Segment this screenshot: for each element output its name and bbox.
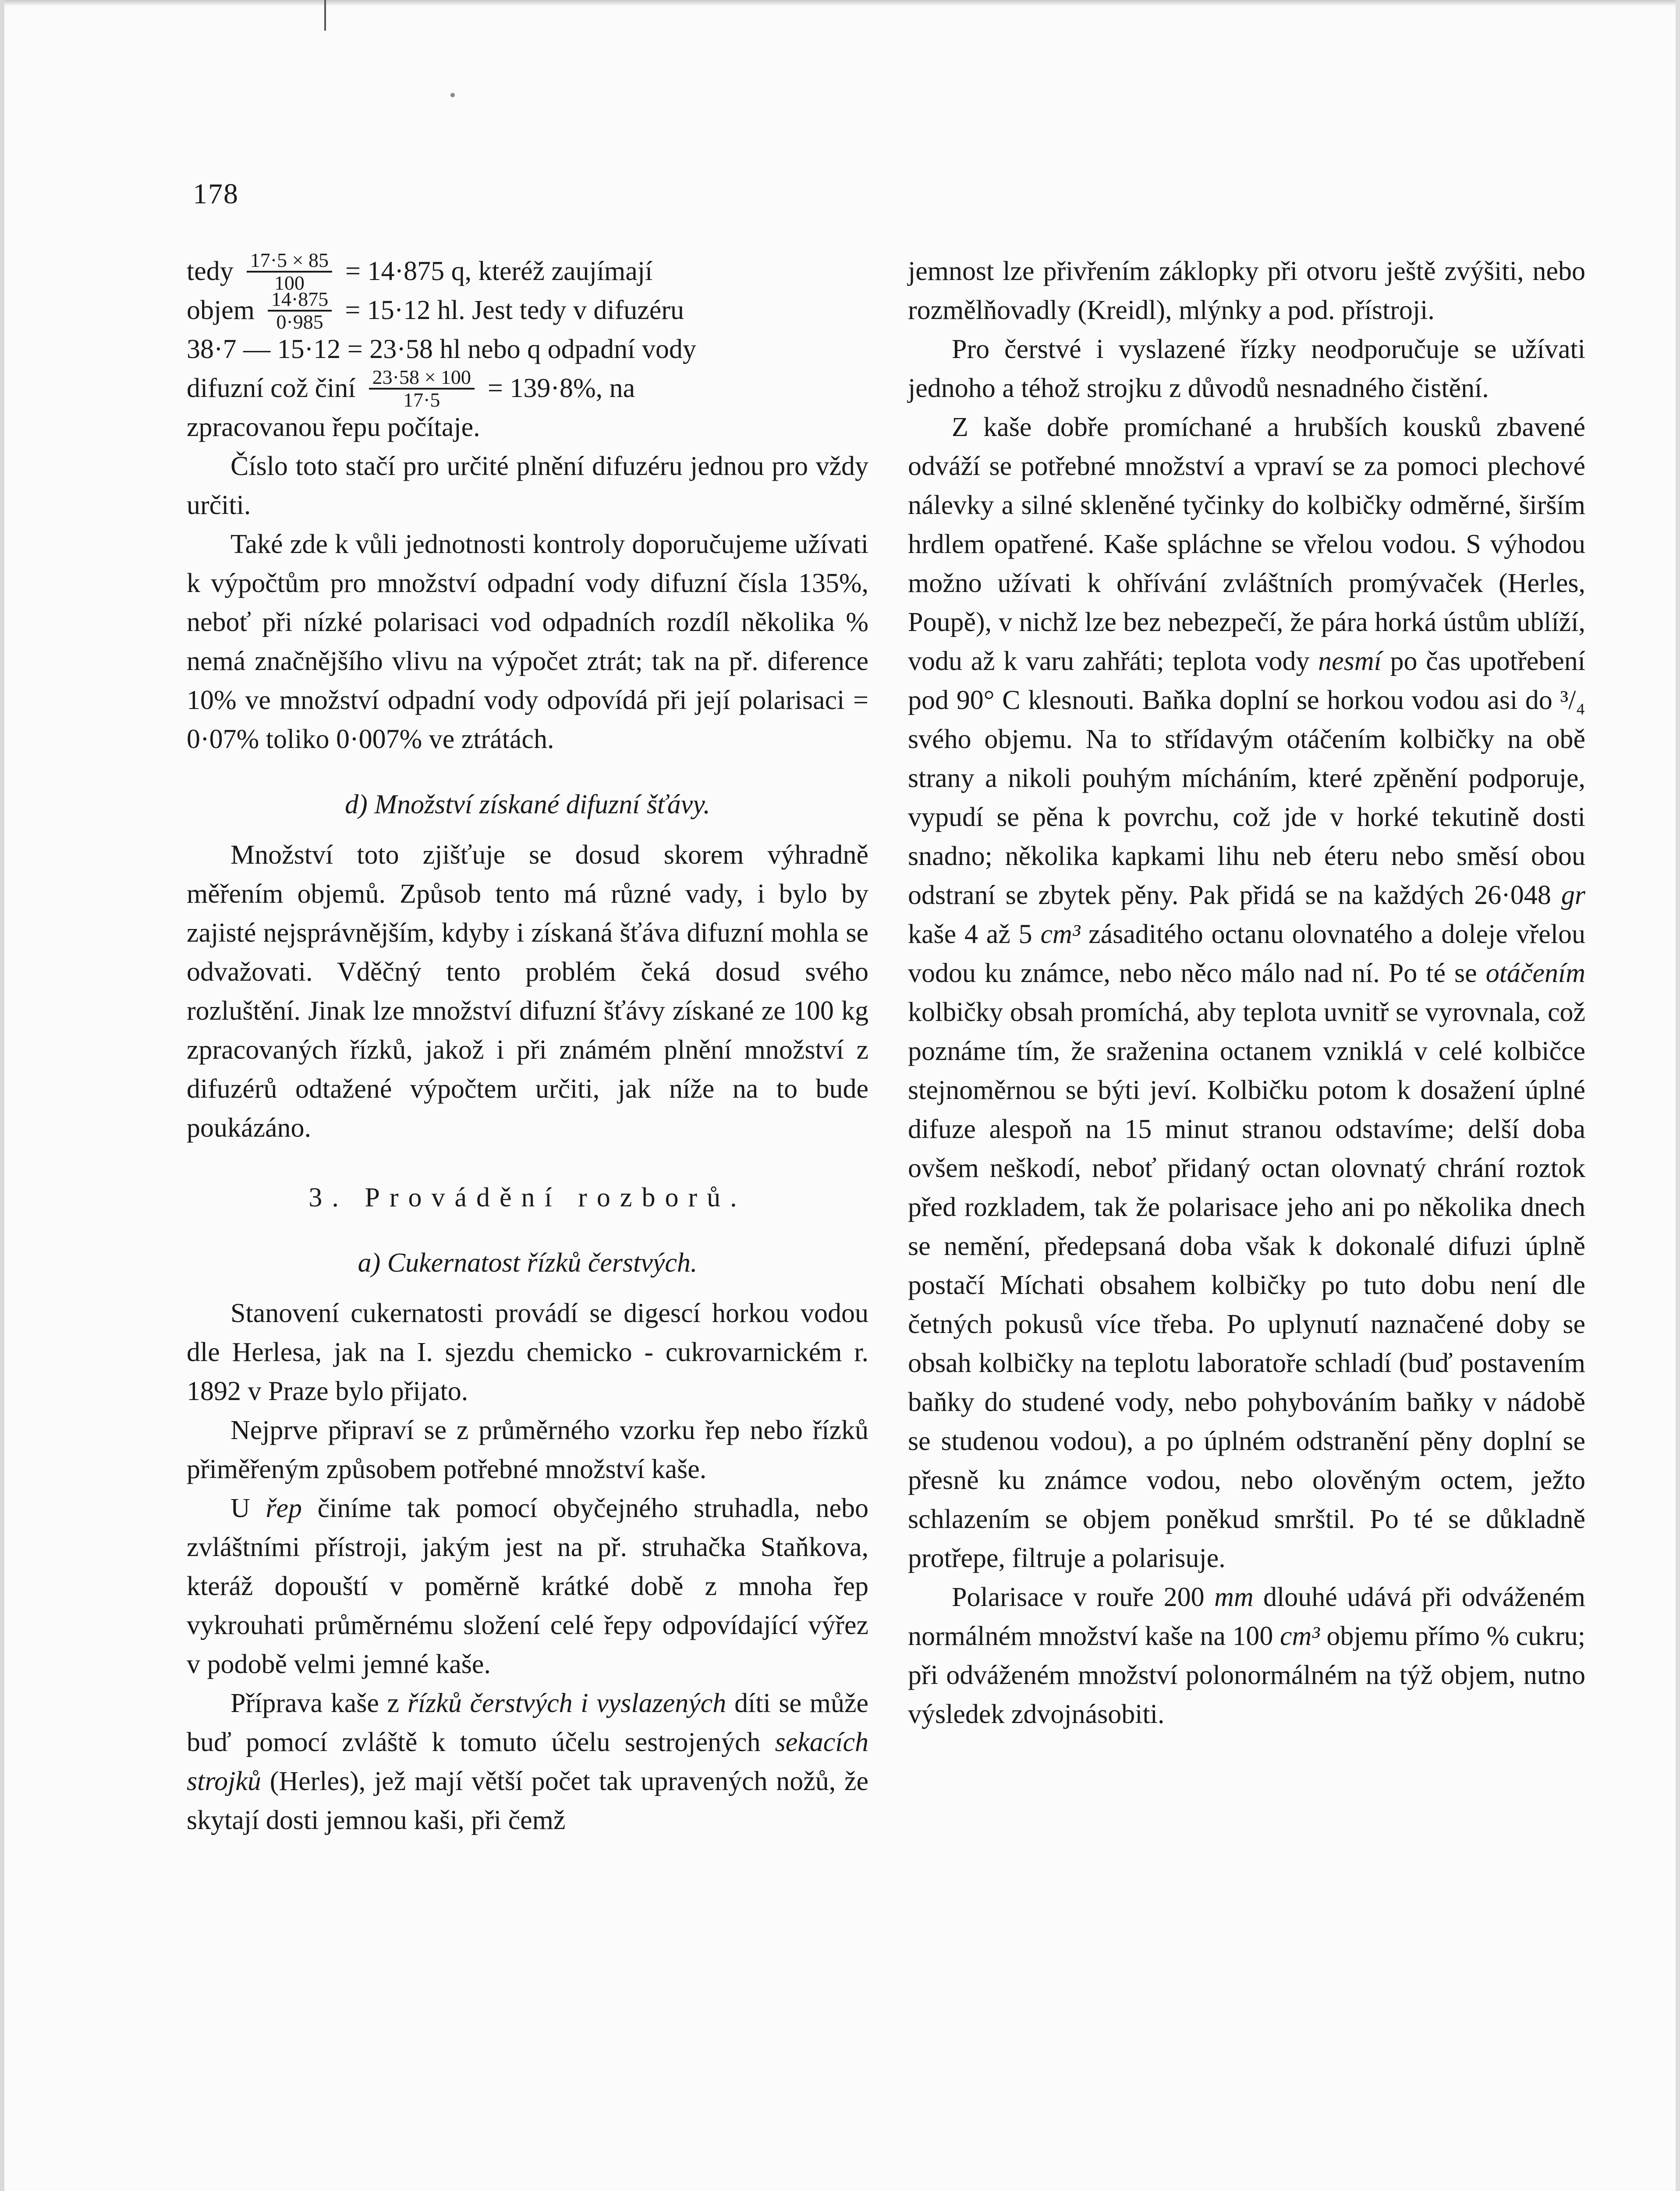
italic-term: cm³ [1040, 919, 1081, 949]
fraction [369, 367, 475, 411]
fraction-numerator: 23·58 × 100 [369, 367, 475, 390]
paragraph: Pro čerstvé i vyslazené řízky neodporučuje se užívati jednoho a téhož strojku z důvodů nesnadného čistění. [908, 334, 1585, 403]
left-column [187, 248, 869, 1840]
text-run: objemu přímo % cukru; při odváženém množství polonormálném na týž objem, nutno výsledek zdvojnásobiti. [908, 1621, 1586, 1729]
formula-lead: objem [187, 295, 255, 325]
fraction-numerator: 14·875 [268, 289, 332, 312]
formula-line [187, 287, 868, 333]
fraction-denominator: 17·5 [403, 388, 440, 411]
paragraph [187, 1684, 868, 1840]
paragraph [908, 1578, 1585, 1734]
section-heading: d) Množství získané difuzní šťávy. [345, 790, 710, 819]
text-run: dlouhé udává při odváženém normálném množství kaše na 100 [908, 1582, 1586, 1651]
text-run: díti se může buď pomocí zvláště k tomuto účelu sestrojených [187, 1688, 869, 1757]
fraction [268, 289, 332, 333]
formula-result: = 139·8%, na [487, 373, 635, 403]
italic-term: nesmí [1318, 646, 1382, 676]
text-run: Příprava kaše z [230, 1688, 400, 1718]
italic-term: mm [1214, 1582, 1254, 1612]
scan-edge-right [1676, 0, 1680, 2191]
paragraph: jemnost lze přivřením záklopky při otvoru ještě zvýšiti, nebo rozmělňovadly (Kreidl), mlýnky a pod. přístroji. [908, 256, 1585, 325]
scan-edge-top [0, 0, 1680, 6]
fraction-numerator: 17·5 × 85 [247, 250, 332, 273]
italic-term: řízků čerstvých i vyslazených [407, 1688, 727, 1718]
paragraph: Číslo toto stačí pro určité plnění difuzéru jednou pro vždy určiti. [187, 451, 868, 520]
paragraph: Nejprve připraví se z průměrného vzorku řep nebo řízků přiměřeným způsobem potřebné množství kaše. [187, 1415, 868, 1484]
scan-corner-mark [324, 0, 326, 31]
formula-lead: tedy [187, 256, 234, 286]
page-number: 178 [193, 178, 239, 210]
paragraph: Také zde k vůli jednotnosti kontroly doporučujeme užívati k výpočtům pro množství odpadní vody difuzní čísla 135%, neboť při nízké polarisaci vod odpadních rozdíl několika % nemá značnějšího vlivu na výpočet ztrát; tak na př. diference 10% ve množství odpadní vody odpovídá při její polarisaci = 0·07% toliko 0·007% ve ztrátách. [187, 529, 868, 754]
formula-line [187, 248, 868, 294]
formula-result: = 14·875 q, kteréž zaujímají [345, 256, 653, 286]
paragraph [187, 1489, 868, 1684]
scan-edge-left [0, 0, 4, 2191]
text-line: zpracovanou řepu počítaje. [187, 412, 480, 442]
scan-speck [450, 93, 455, 97]
section-heading: a) Cukernatost řízků čerstvých. [358, 1248, 698, 1278]
italic-term: sekacích strojků [187, 1727, 868, 1796]
text-run: U [230, 1493, 250, 1523]
section-title: 3. Provádění rozborů. [308, 1183, 747, 1212]
italic-term: cm³ [1279, 1621, 1320, 1651]
text-run: zásaditého octanu olovnatého a doleje vřelou vodou ku známce, nebo něco málo nad ní. Po té se [908, 919, 1586, 988]
text-run: činíme tak pomocí obyčejného struhadla, nebo zvláštními přístroji, jakým jest na př. struhačka Staňkova, kteráž dopouští v poměrně krátké době z mnoha řep vykrouhati průměrnému složení celé řepy odpovídající výřez v podobě velmi jemné kaše. [187, 1493, 869, 1679]
text-line: 38·7 — 15·12 = 23·58 hl nebo q odpadní vody [187, 334, 696, 364]
formula-lead: difuzní což činí [187, 373, 356, 403]
text-run: po čas upotřebení pod 90° C klesnouti. Baňka doplní se horkou vodou asi do ³/₄ svého objemu. Na to střídavým otáčením kolbičky na obě strany a nikoli pouhým mícháním, které zpěnění podporuje, vypudí se pěna k povrchu, což jde v horké tekutině dosti snadno; několika kapkami lihu neb éteru nebo směsí obou odstraní se zbytek pěny. Pak přidá se na každých 26·048 [908, 646, 1585, 910]
fraction-denominator: 100 [274, 271, 305, 294]
paragraph [908, 408, 1585, 1578]
right-column [908, 252, 1585, 1734]
italic-term: řep [266, 1493, 302, 1523]
formula-result: = 15·12 hl. Jest tedy v difuzéru [345, 295, 684, 325]
italic-term: gr [1561, 880, 1586, 910]
fraction [247, 250, 332, 294]
fraction-denominator: 0·985 [276, 310, 323, 333]
text-run: kolbičky obsah promíchá, aby teplota uvnitř se vyrovnala, což poznáme tím, že sraženina octanem vzniklá v celé kolbičce stejnoměrnou se býti jeví. Kolbičku potom k dosažení úplné difuze alespoň na 15 minut stranou odstavíme; delší doba ovšem neškodí, neboť přidaný octan olovnatý chrání roztok před rozkladem, tak že polarisace jeho ani po několika dnech se nemění, předepsaná doba však k dokonalé difuzi úplně postačí Míchati obsahem kolbičky po tuto dobu není dle četných pokusů více třeba. Po uplynutí naznačené doby se obsah kolbičky na teplotu laboratoře schladí (buď postavením baňky do studené vody, nebo pohybováním baňky v nádobě se studenou vodou), a po úplném odstranění pěny doplní se přesně ku známce vodou, nebo olověným octem, ježto schlazením se objem poněkud smrštil. Po té se důkladně protřepe, filtruje a polarisuje. [908, 997, 1585, 1573]
italic-term: otáčením [1485, 958, 1585, 988]
text-run: kaše 4 až 5 [908, 919, 1032, 949]
paragraph: Stanovení cukernatosti provádí se digescí horkou vodou dle Herlesa, jak na I. sjezdu chemicko - cukrovarnickém r. 1892 v Praze bylo přijato. [187, 1298, 868, 1406]
text-run: (Herles), jež mají větší počet tak upravených nožů, že skytají dosti jemnou kaši, při čemž [187, 1766, 869, 1835]
text-run: Polarisace v rouře 200 [952, 1582, 1205, 1612]
formula-line [187, 365, 868, 411]
paragraph: Množství toto zjišťuje se dosud skorem výhradně měřením objemů. Způsob tento má různé vady, i bylo by zajisté nejsprávnějším, kdyby i získaná šťáva difuzní mohla se odvažovati. Vděčný tento problém čeká dosud svého rozluštění. Jinak lze množství difuzní šťávy získané ze 100 kg zpracovaných řízků, jakož i při známém plnění množství z difuzérů odtažené výpočtem určiti, jak níže na to bude poukázáno. [187, 840, 868, 1143]
text-run: Z kaše dobře promíchané a hrubších kousků zbavené odváží se potřebné množství a vpraví se za pomoci plechové nálevky a silné skleněné tyčinky do kolbičky odměrné, širším hrdlem opatřené. Kaše spláchne se vřelou vodou. S výhodou možno užívati k ohřívání zvláštních promývaček (Herles, Poupě), v nichž lze bez nebezpečí, že pára horká ústům ublíží, vodu až k varu zahřáti; teplota vody [908, 412, 1585, 676]
